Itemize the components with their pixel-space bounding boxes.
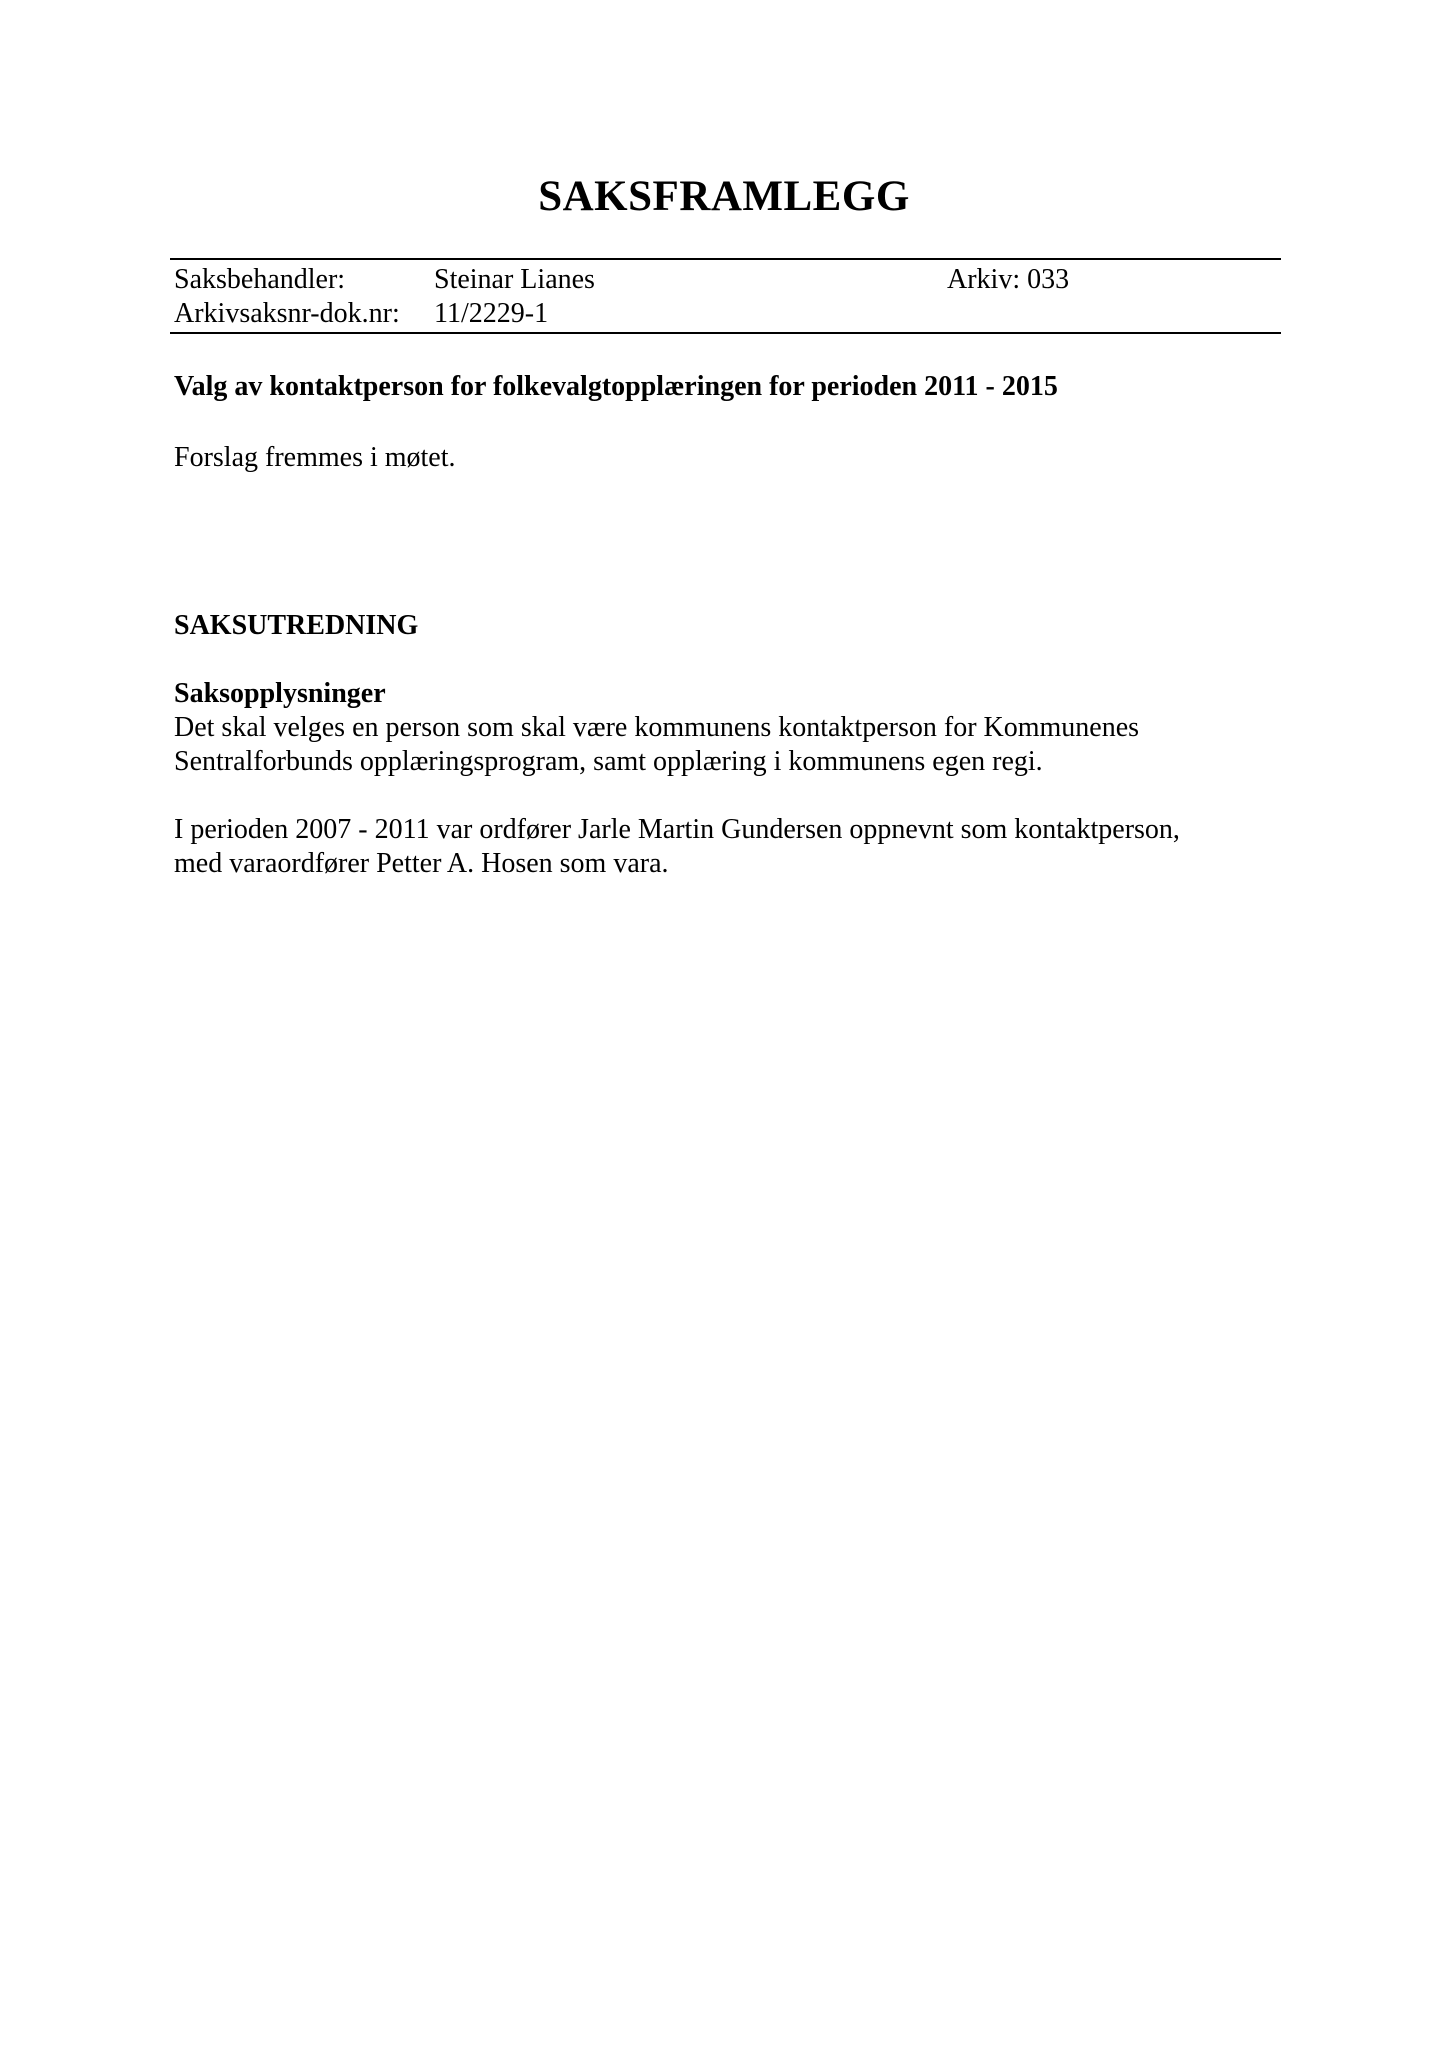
case-title: Valg av kontaktperson for folkevalgtopplæringen for perioden 2011 - 2015	[174, 371, 1058, 402]
case-number-value: 11/2229-1	[434, 298, 549, 329]
proposal-text: Forslag fremmes i møtet.	[174, 442, 456, 473]
paragraph-2-line-1: I perioden 2007 - 2011 var ordfører Jarle Martin Gundersen oppnevnt som kontaktperson,	[174, 814, 1180, 845]
paragraph-1-line-2: Sentralforbunds opplæringsprogram, samt opplæring i kommunens egen regi.	[174, 746, 1043, 777]
handler-label: Saksbehandler:	[174, 264, 346, 295]
case-number-label: Arkivsaksnr-dok.nr:	[174, 298, 400, 329]
header-top-rule	[170, 258, 1281, 260]
paragraph-1-line-1: Det skal velges en person som skal være kommunens kontaktperson for Kommunenes	[174, 712, 1140, 743]
header-bottom-rule	[170, 332, 1281, 334]
paragraph-2-line-2: med varaordfører Petter A. Hosen som vara.	[174, 848, 669, 879]
sub-heading: Saksopplysninger	[174, 678, 386, 709]
section-heading: SAKSUTREDNING	[174, 610, 419, 641]
archive-code: Arkiv: 033	[947, 264, 1070, 295]
document-title: SAKSFRAMLEGG	[538, 173, 910, 220]
handler-value: Steinar Lianes	[434, 264, 595, 295]
